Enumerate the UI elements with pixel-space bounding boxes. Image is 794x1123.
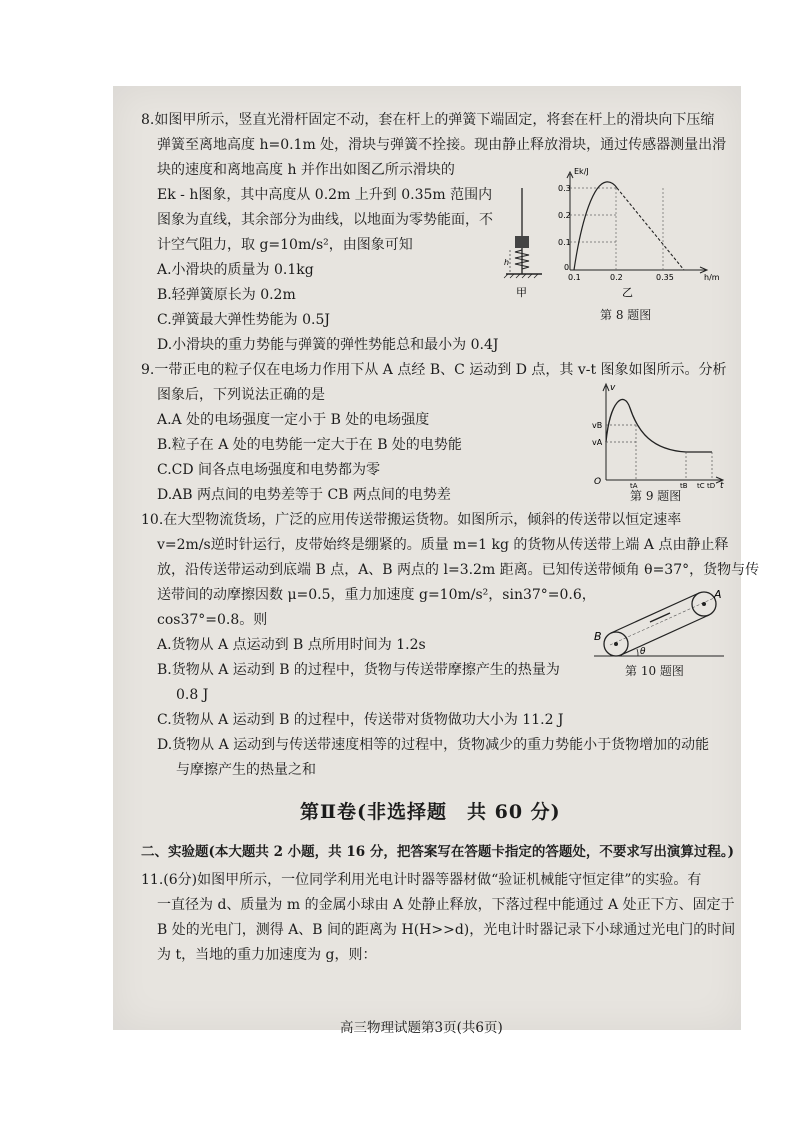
q8-x-tick-0.2: 0.2 [610,273,623,282]
q9-t-tick-tb: tB [680,482,688,488]
q10-option-d: D.货物从 A 运动到与传送带速度相等的过程中，货物减少的重力势能小于货物增加的动能 [157,737,710,753]
q8-line-4: Ek - h图象，其中高度从 0.2m 上升到 0.35m 范围内 [157,187,493,203]
vt-curve [606,399,712,452]
q10-line-5: cos37°=0.8。则 [157,612,268,628]
q9-t-tick-tc: tC [697,482,705,488]
q8-x-tick-0.35: 0.35 [656,273,674,282]
q9-t-tick-td: tD [707,482,716,488]
q10-figure-caption: 第 10 题图 [625,664,684,678]
q11-line-3: B 处的光电门，测得 A、B 间的距离为 H(H>>d)，光电计时器记录下小球通过光电门的时间 [157,922,736,938]
q9-figure-caption: 第 9 题图 [630,489,682,503]
q10-option-b-cont: 0.8 J [176,687,209,703]
q8-line-3: 块的速度和离地高度 h 并作出如图乙所示滑块的 [157,162,455,178]
q9-option-a: A.A 处的电场强度一定小于 B 处的电场强度 [157,412,430,428]
q9-v-tick-vb: vB [592,421,603,430]
q8-option-a: A.小滑块的质量为 0.1kg [157,262,314,278]
q11-line-1: 11.(6分)如图甲所示，一位同学利用光电计时器等器材做“验证机械能守恒定律”的实验。有 [141,872,702,888]
q8-option-d: D.小滑块的重力势能与弹簧的弹性势能总和最小为 0.4J [157,337,499,353]
q8-y-axis-label: Ek/J [574,167,589,176]
q10-figure [590,578,730,664]
q11-line-2: 一直径为 d、质量为 m 的金属小球由 A 处静止释放，下落过程中能通过 A 处正下方、固定于 [157,897,735,913]
q10-line-2: v=2m/s逆时针运行，皮带始终是绷紧的。质量 m=1 kg 的货物从传送带上端 A 点由静止释 [157,537,729,553]
q9-t-tick-ta: tA [630,482,638,488]
q8-line-5: 图象为直线，其余部分为曲线，以地面为零势能面，不 [157,212,493,228]
q8-y-tick-0.1: 0.1 [558,238,571,247]
q9-line-2: 图象后，下列说法正确的是 [157,387,325,403]
ek-line [617,188,684,270]
q8-figure-caption: 第 8 题图 [600,308,652,322]
q10-label-b: B [594,630,602,643]
q10-label-a: A [714,588,722,601]
q8-figure [498,166,728,308]
ek-curve [574,182,617,270]
q9-option-d: D.AB 两点间的电势差等于 CB 两点间的电势差 [157,487,451,503]
q10-theta-label: θ [640,647,646,657]
q8-option-b: B.轻弹簧原长为 0.2m [157,287,296,303]
q9-line-1: 9.一带正电的粒子仅在电场力作用下从 A 点经 B、C 运动到 D 点，其 v-t 图象如图所示。分析 [141,362,727,378]
q8-option-c: C.弹簧最大弹性势能为 0.5J [157,312,330,328]
q8-h-label: h [504,258,510,267]
q8-x-tick-0: 0 [564,263,570,272]
q8-x-axis-label: h/m [704,273,720,282]
q10-option-b: B.货物从 A 运动到 B 的过程中，货物与传送带摩擦产生的热量为 [157,662,560,678]
q9-origin: O [594,477,602,487]
q10-option-a: A.货物从 A 点运动到 B 点所用时间为 1.2s [157,637,426,653]
q10-option-c: C.货物从 A 运动到 B 的过程中，传送带对货物做功大小为 11.2 J [157,712,564,728]
slider-block [515,236,529,248]
q8-fig-right-label: 乙 [622,286,633,299]
q9-v-label: v [610,383,616,393]
q10-option-d-cont: 与摩擦产生的热量之和 [176,762,316,778]
q10-line-4: 送带间的动摩擦因数 μ=0.5，重力加速度 g=10m/s²，sin37°=0.6， [157,587,596,603]
q10-line-3: 放，沿传送带运动到底端 B 点，A、B 两点的 l=3.2m 距离。已知传送带倾角 θ=37°，货物与传 [157,562,760,578]
q9-figure [590,380,730,488]
q10-line-1: 10.在大型物流货场，广泛的应用传送带搬运货物。如图所示，倾斜的传送带以恒定速率 [141,512,682,528]
q8-y-tick-0.3: 0.3 [558,184,571,193]
section-2-title: 第Ⅱ卷(非选择题 共 60 分) [300,801,561,823]
q9-v-tick-va: vA [592,438,603,447]
q11-line-4: 为 t，当地的重力加速度为 g，则： [157,947,377,963]
q9-option-b: B.粒子在 A 处的电势能一定大于在 B 处的电势能 [157,437,462,453]
q9-t-label: t [720,481,724,488]
q9-option-c: C.CD 间各点电场强度和电势都为零 [157,462,381,478]
q8-line-1: 8.如图甲所示，竖直光滑杆固定不动，套在杆上的弹簧下端固定，将套在杆上的滑块向下压缩 [141,112,715,128]
part-2-heading: 二、实验题(本大题共 2 小题，共 16 分，把答案写在答题卡指定的答题处，不要求写出演算过程。) [141,844,735,860]
q8-line-6: 计空气阻力，取 g=10m/s²，由图象可知 [157,237,413,253]
q8-y-tick-0.2: 0.2 [558,211,571,220]
page-footer: 高三物理试题第3页(共6页) [340,1020,503,1036]
q8-fig-left-label: 甲 [516,286,527,299]
q8-x-tick-0.1: 0.1 [568,273,581,282]
q8-line-2: 弹簧至离地高度 h=0.1m 处，滑块与弹簧不拴接。现由静止释放滑块，通过传感器测量出滑 [157,137,727,153]
